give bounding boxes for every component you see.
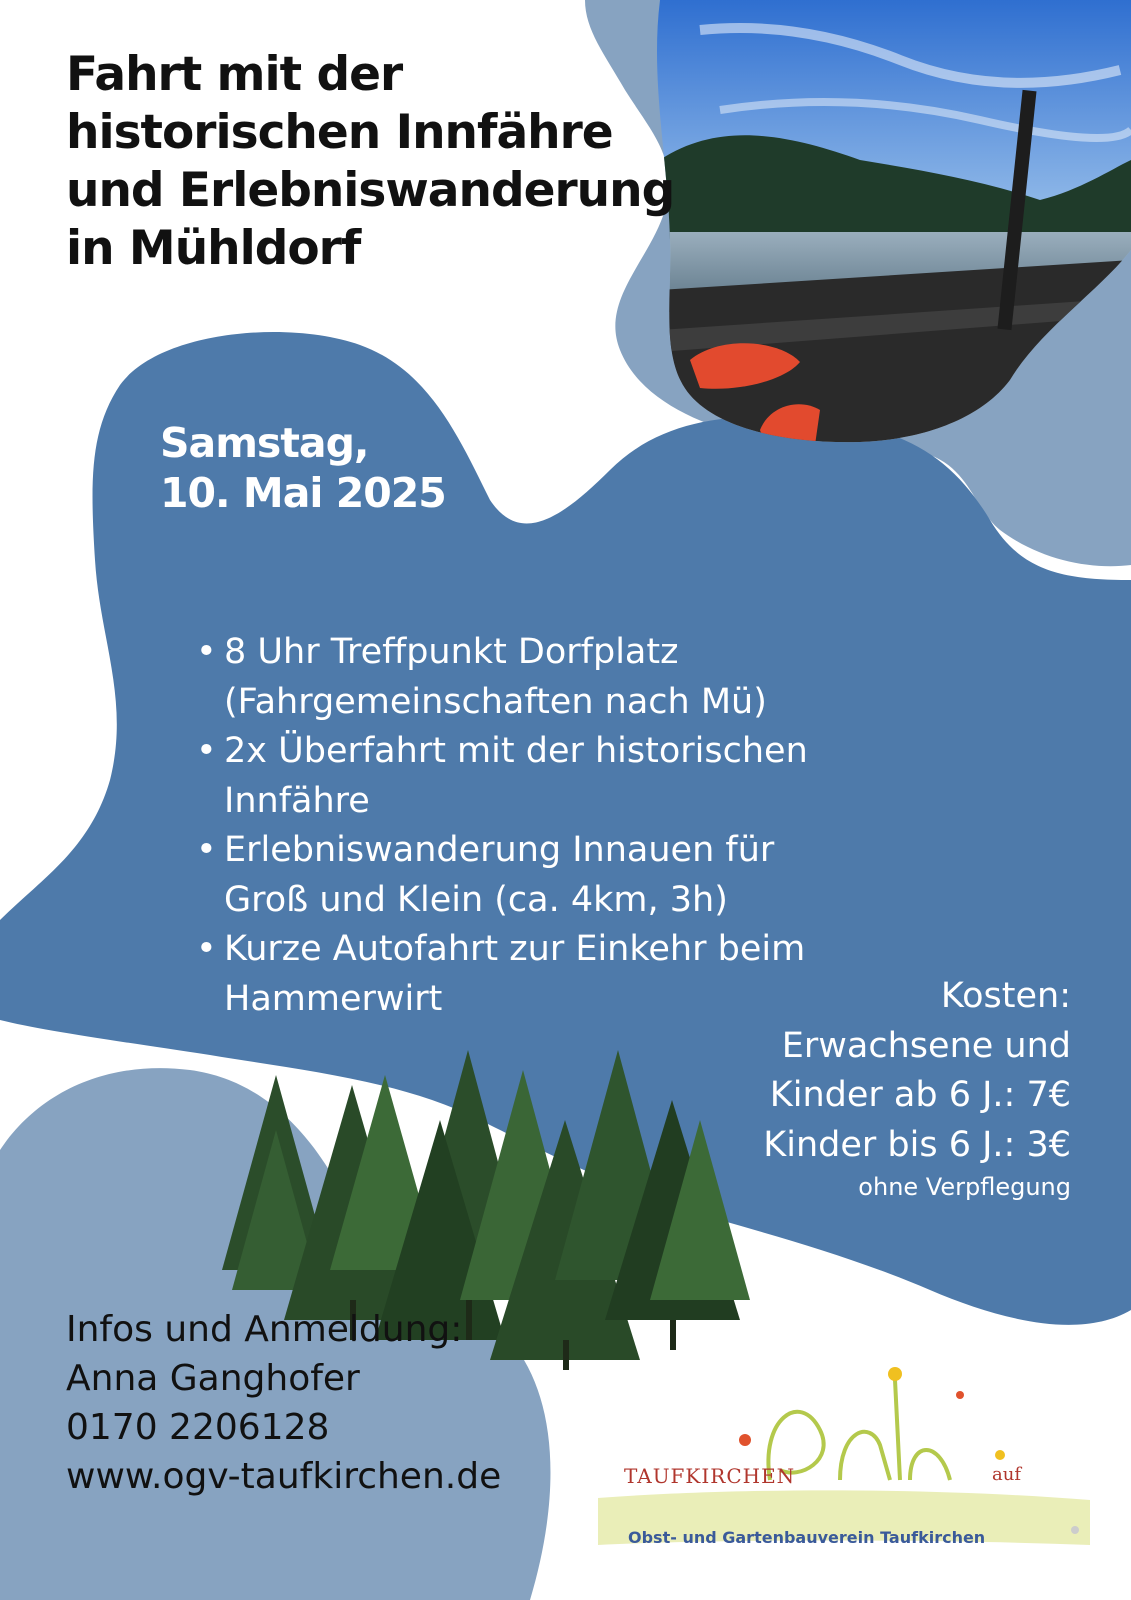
program-item-line: • Kurze Autofahrt zur Einkehr beim — [224, 929, 806, 969]
contact-phone[interactable]: 0170 2206128 — [66, 1407, 330, 1448]
program-item-line: • 2x Überfahrt mit der historischen — [224, 731, 808, 771]
logo-subtitle: Obst- und Gartenbauverein Taufkirchen — [628, 1528, 986, 1547]
program-item-line: Hammerwirt — [224, 978, 443, 1019]
program-item-line: Groß und Klein (ca. 4km, 3h) — [224, 879, 728, 920]
costs-block — [763, 972, 1071, 1202]
program-item-line: Innfähre — [224, 780, 370, 821]
contact-heading: Infos und Anmeldung: — [66, 1309, 463, 1350]
event-date-value: 10. Mai 2025 — [160, 469, 446, 517]
program-item — [196, 826, 808, 925]
event-title — [66, 46, 674, 278]
program-list — [196, 628, 808, 1024]
costs-line: Erwachsene und — [781, 1025, 1071, 1066]
costs-heading: Kosten: — [940, 976, 1071, 1016]
program-item-line: • 8 Uhr Treffpunkt Dorfplatz — [224, 632, 679, 672]
program-item-line: (Fahrgemeinschaften nach Mü) — [224, 681, 767, 722]
program-item — [196, 727, 808, 826]
logo-left-text: TAUFKIRCHEN — [624, 1464, 796, 1488]
costs-line: Kinder bis 6 J.: 3€ — [763, 1124, 1071, 1165]
costs-line: Kinder ab 6 J.: 7€ — [769, 1075, 1071, 1115]
event-date — [160, 418, 446, 518]
program-item — [196, 925, 808, 1024]
title-line: in Mühldorf — [66, 221, 361, 276]
contact-website[interactable]: www.ogv-taufkirchen.de — [66, 1456, 502, 1497]
title-line: Fahrt mit der — [66, 47, 403, 102]
event-weekday: Samstag, — [160, 419, 369, 467]
title-line: und Erlebniswanderung — [66, 163, 675, 218]
program-item-line: • Erlebniswanderung Innauen für — [224, 830, 775, 870]
contact-name: Anna Ganghofer — [66, 1358, 360, 1399]
contact-block — [66, 1305, 501, 1501]
title-line: historischen Innfähre — [66, 105, 613, 160]
program-item — [196, 628, 808, 727]
logo-right-text: auf — [992, 1464, 1021, 1485]
costs-note: ohne Verpflegung — [858, 1173, 1071, 1201]
